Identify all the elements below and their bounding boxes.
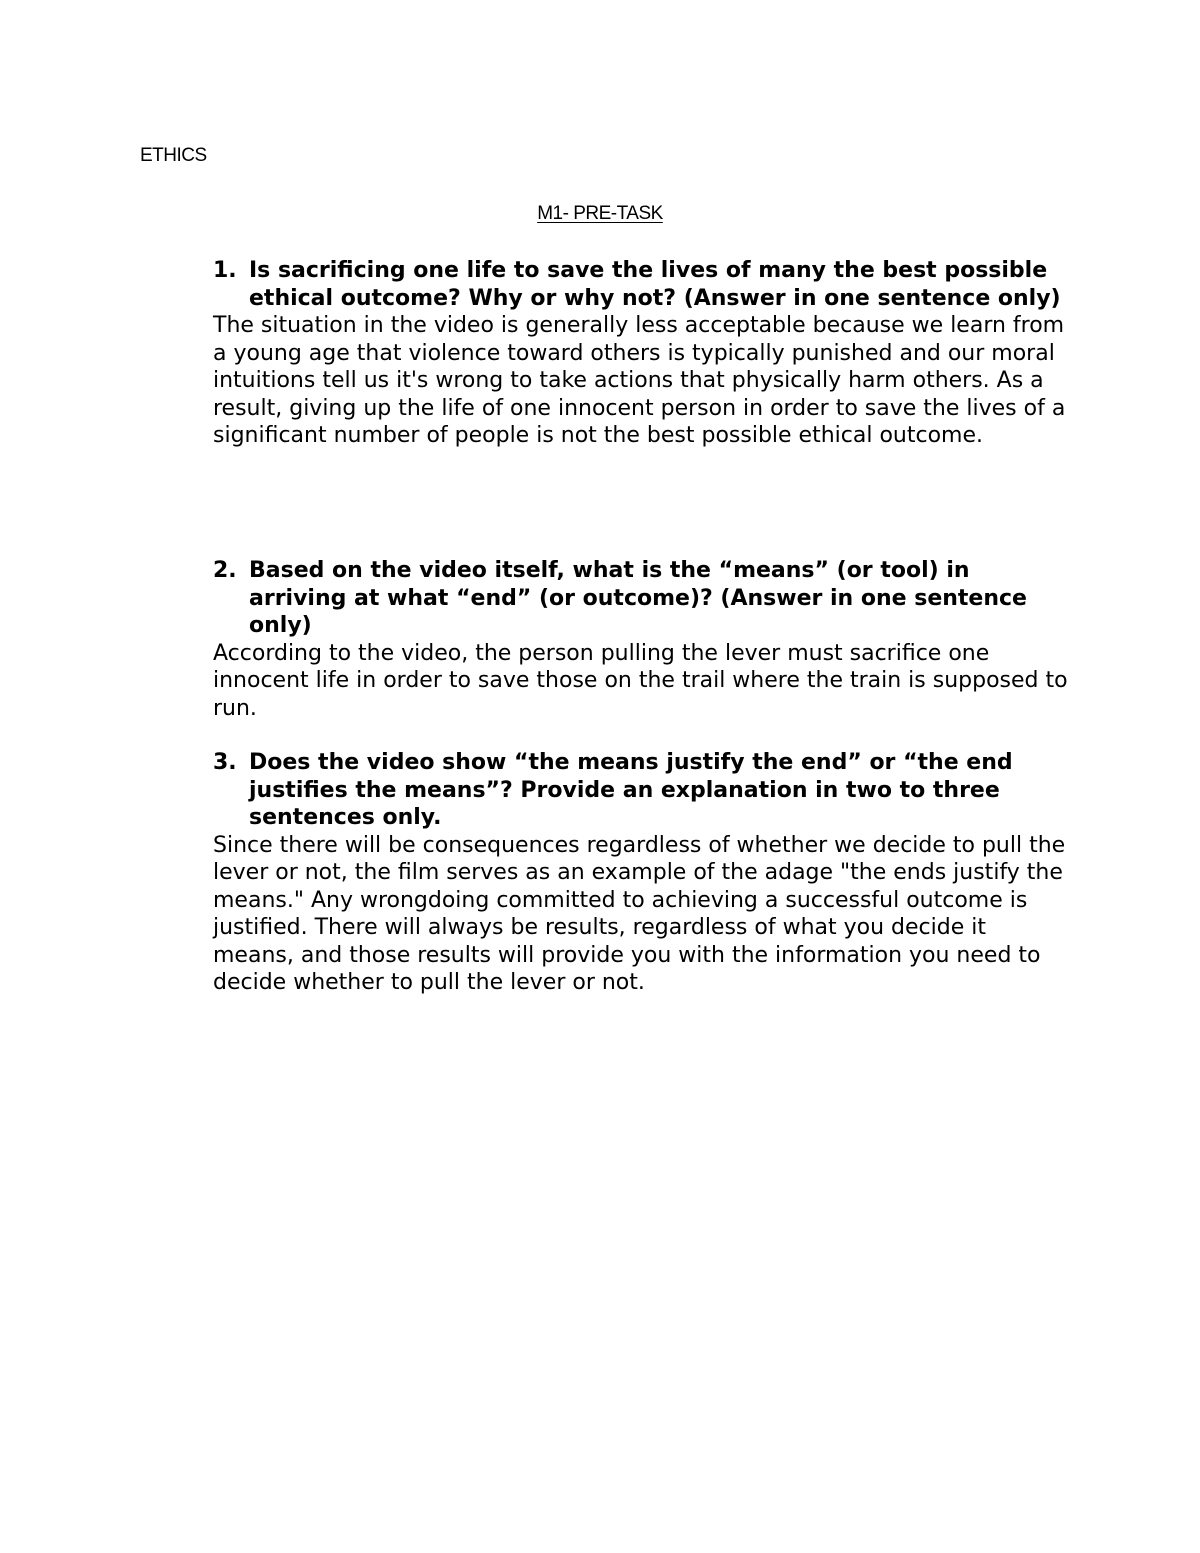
question-1: [213, 257, 1073, 312]
question-number-2: 2.: [213, 558, 237, 583]
question-2: [213, 557, 1073, 640]
answer-1: The situation in the video is generally less acceptable because we learn from a young age that violence toward others is typically punished and our moral intuitions tell us it's wrong to take actions that physically harm others. As a result, giving up the life of one innocent person in order to save the lives of a significant number of people is not the best possible ethical outcome.: [213, 313, 1066, 448]
task-title: [0, 201, 1200, 227]
question-3: [213, 749, 1073, 832]
question-text-1: Is sacrificing one life to save the lives of many the best possible ethical outcome? Why or why not? (Answer in one sentence only): [249, 258, 1061, 311]
answer-3: Since there will be consequences regardless of whether we decide to pull the lever or not, the film serves as an example of the adage "the ends justify the means." Any wrongdoing committed to achieving a successful outcome is justified. There will always be results, regardless of what you decide it means, and those results will provide you with the information you need to decide whether to pull the lever or not.: [213, 832, 1066, 995]
question-block-3: [213, 749, 1073, 997]
question-block-2: [213, 557, 1073, 722]
question-block-1: [213, 257, 1073, 450]
question-text-3: Does the video show “the means justify the end” or “the end justifies the means”? Provide an explanation in two to three sentences only.: [249, 750, 1013, 830]
question-number-1: 1.: [213, 258, 237, 283]
question-text-2: Based on the video itself, what is the “means” (or tool) in arriving at what “end” (or outcome)? (Answer in one sentence only): [249, 558, 1027, 638]
answer-2: According to the video, the person pulling the lever must sacrifice one innocent life in order to save those on the trail where the train is supposed to run.: [213, 640, 1068, 721]
course-title: ETHICS: [140, 145, 207, 166]
question-number-3: 3.: [213, 750, 237, 775]
task-title-text: M1- PRE-TASK: [537, 203, 663, 224]
